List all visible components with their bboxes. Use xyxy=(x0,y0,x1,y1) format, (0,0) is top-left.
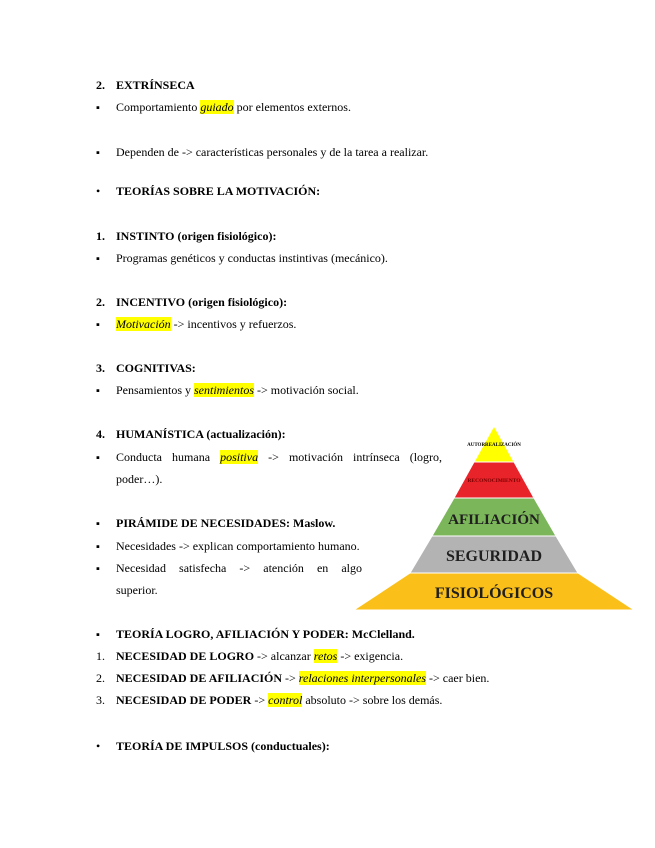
highlight: Motivación xyxy=(116,317,171,331)
square-bullet-icon xyxy=(96,145,116,160)
list-item: NECESIDAD DE LOGRO -> alcanzar retos -> exigencia. xyxy=(116,649,404,663)
bullet-text: Programas genéticos y conductas instintivas (mecánico). xyxy=(116,251,388,265)
section-number: 2. xyxy=(96,78,105,92)
highlight: sentimientos xyxy=(194,383,254,397)
section-number: 3. xyxy=(96,361,105,375)
highlight: positiva xyxy=(220,450,259,464)
bullet-text: Comportamiento guiado por elementos externos. xyxy=(116,100,351,114)
round-bullet-icon xyxy=(96,739,116,754)
highlight: control xyxy=(268,693,303,707)
section-title-humanistica: HUMANÍSTICA (actualización): xyxy=(116,427,286,441)
pyramid-label-fisiologicos: FISIOLÓGICOS xyxy=(434,585,554,602)
list-item: NECESIDAD DE AFILIACIÓN -> relaciones interpersonales -> caer bien. xyxy=(116,671,490,685)
section-title-extrinseca: EXTRÍNSECA xyxy=(116,78,195,92)
section-title-incentivo: INCENTIVO (origen fisiológico): xyxy=(116,295,288,309)
bullet-text: Necesidades -> explican comportamiento humano. xyxy=(116,539,360,553)
square-bullet-icon xyxy=(96,251,116,266)
heading-piramide: PIRÁMIDE DE NECESIDADES: Maslow. xyxy=(116,516,336,530)
bullet-text-continuation: poder…). xyxy=(116,472,163,486)
bullet-text-continuation: superior. xyxy=(116,583,158,597)
heading-impulsos: TEORÍA DE IMPULSOS (conductuales): xyxy=(116,739,330,753)
section-title-instinto: INSTINTO (origen fisiológico): xyxy=(116,229,277,243)
square-bullet-icon xyxy=(96,450,116,465)
heading-teorias: TEORÍAS SOBRE LA MOTIVACIÓN: xyxy=(116,184,321,198)
square-bullet-icon xyxy=(96,627,116,642)
square-bullet-icon xyxy=(96,539,116,554)
list-number: 3. xyxy=(96,693,105,707)
highlight: relaciones interpersonales xyxy=(298,671,426,685)
section-title-cognitivas: COGNITIVAS: xyxy=(116,361,196,375)
section-number: 4. xyxy=(96,427,105,441)
pyramid-label-autorrealizacion: AUTORREALIZACIÓN xyxy=(467,443,521,448)
square-bullet-icon xyxy=(96,516,116,531)
list-number: 1. xyxy=(96,649,105,663)
highlight: retos xyxy=(313,649,338,663)
list-item: NECESIDAD DE PODER -> control absoluto -> sobre los demás. xyxy=(116,693,443,707)
bullet-text-justified: Necesidad satisfecha -> atención en algo xyxy=(116,561,363,575)
maslow-pyramid xyxy=(352,424,636,612)
section-number: 2. xyxy=(96,295,105,309)
pyramid-label-afiliacion: AFILIACIÓN xyxy=(448,512,540,528)
bullet-text: Dependen de -> características personales y de la tarea a realizar. xyxy=(116,145,429,159)
highlight: guiado xyxy=(200,100,234,114)
list-number: 2. xyxy=(96,671,105,685)
section-number: 1. xyxy=(96,229,105,243)
pyramid-label-reconocimiento: RECONOCIMIENTO xyxy=(467,478,521,484)
bullet-text-justified: Conducta humana positiva -> motivación intrínseca (logro, xyxy=(116,450,443,464)
bullet-text: Motivación -> incentivos y refuerzos. xyxy=(116,317,297,331)
square-bullet-icon xyxy=(96,561,116,576)
square-bullet-icon xyxy=(96,317,116,332)
round-bullet-icon xyxy=(96,184,116,199)
heading-mcclelland: TEORÍA LOGRO, AFILIACIÓN Y PODER: McClelland. xyxy=(116,627,415,641)
pyramid-label-seguridad: SEGURIDAD xyxy=(445,548,543,565)
bullet-text: Pensamientos y sentimientos -> motivación social. xyxy=(116,383,359,397)
square-bullet-icon xyxy=(96,383,116,398)
square-bullet-icon xyxy=(96,100,116,115)
